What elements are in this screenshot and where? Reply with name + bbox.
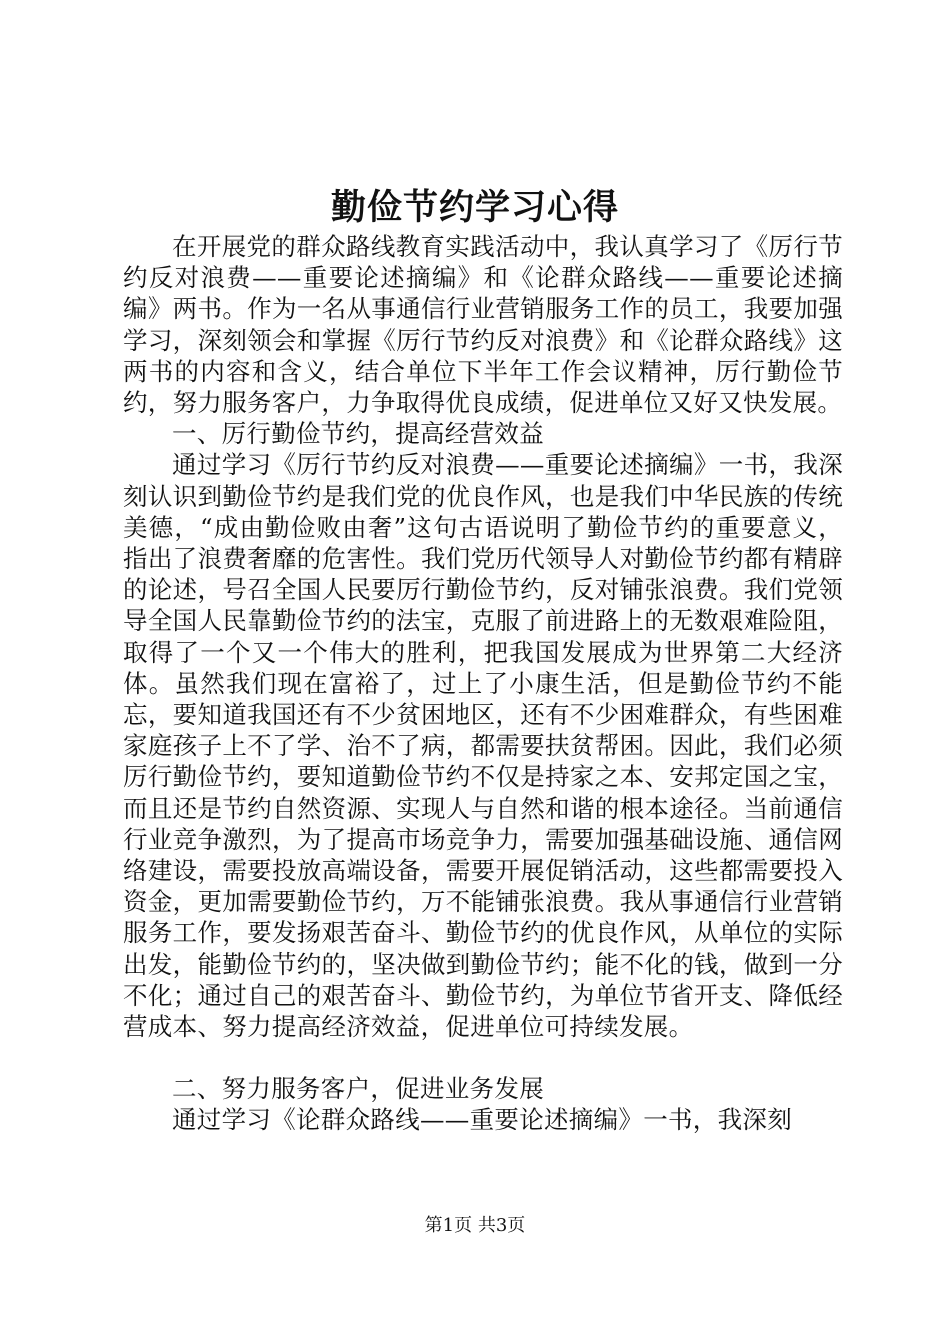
section-heading-1: 一、厉行勤俭节约，提高经营效益: [172, 419, 544, 449]
paragraph-gap: [123, 1042, 843, 1073]
section-1-paragraph: 通过学习《厉行节约反对浪费——重要论述摘编》一书，我深刻认识到勤俭节约是我们党的优良作风，也是我们中华民族的传统美德，“成由勤俭败由奢”这句古语说明了勤俭节约的重要意义，指出了浪费奢靡的危害性。我们党历代领导人对勤俭节约都有精辟的论述，号召全国人民要厉行勤俭节约，反对铺张浪费。我们党领导全国人民靠勤俭节约的法宝，克服了前进路上的无数艰难险阻，取得了一个又一个伟大的胜利，把我国发展成为世界第二大经济体。虽然我们现在富裕了，过上了小康生活，但是勤俭节约不能忘，要知道我国还有不少贫困地区，还有不少困难群众，有些困难家庭孩子上不了学、治不了病，都需要扶贫帮困。因此，我们必须厉行勤俭节约，要知道勤俭节约不仅是持家之本、安邦定国之宝，而且还是节约自然资源、实现人与自然和谐的根本途径。当前通信行业竞争激烈，为了提高市场竞争力，需要加强基础设施、通信网络建设，需要投放高端设备，需要开展促销活动，这些都需要投入资金，更加需要勤俭节约，万不能铺张浪费。我从事通信行业营销服务工作，要发扬艰苦奋斗、勤俭节约的优良作风，从单位的实际出发，能勤俭节约的，坚决做到勤俭节约；能不化的钱，做到一分不化；通过自己的艰苦奋斗、勤俭节约，为单位节省开支、降低经营成本、努力提高经济效益，促进单位可持续发展。: [123, 450, 843, 1042]
intro-paragraph: 在开展党的群众路线教育实践活动中，我认真学习了《厉行节约反对浪费——重要论述摘编》和《论群众路线——重要论述摘编》两书。作为一名从事通信行业营销服务工作的员工，我要加强学习，深刻领会和掌握《厉行节约反对浪费》和《论群众路线》这两书的内容和含义，结合单位下半年工作会议精神，厉行勤俭节约，努力服务客户，力争取得优良成绩，促进单位又好又快发展。: [123, 232, 843, 418]
section-2-paragraph: 通过学习《论群众路线——重要论述摘编》一书，我深刻: [172, 1105, 792, 1135]
document-title: 勤俭节约学习心得: [330, 187, 619, 228]
document-body: [123, 231, 843, 1136]
page-number-footer: 第1页 共3页: [424, 1215, 526, 1236]
section-heading-2: 二、努力服务客户，促进业务发展: [172, 1074, 544, 1104]
